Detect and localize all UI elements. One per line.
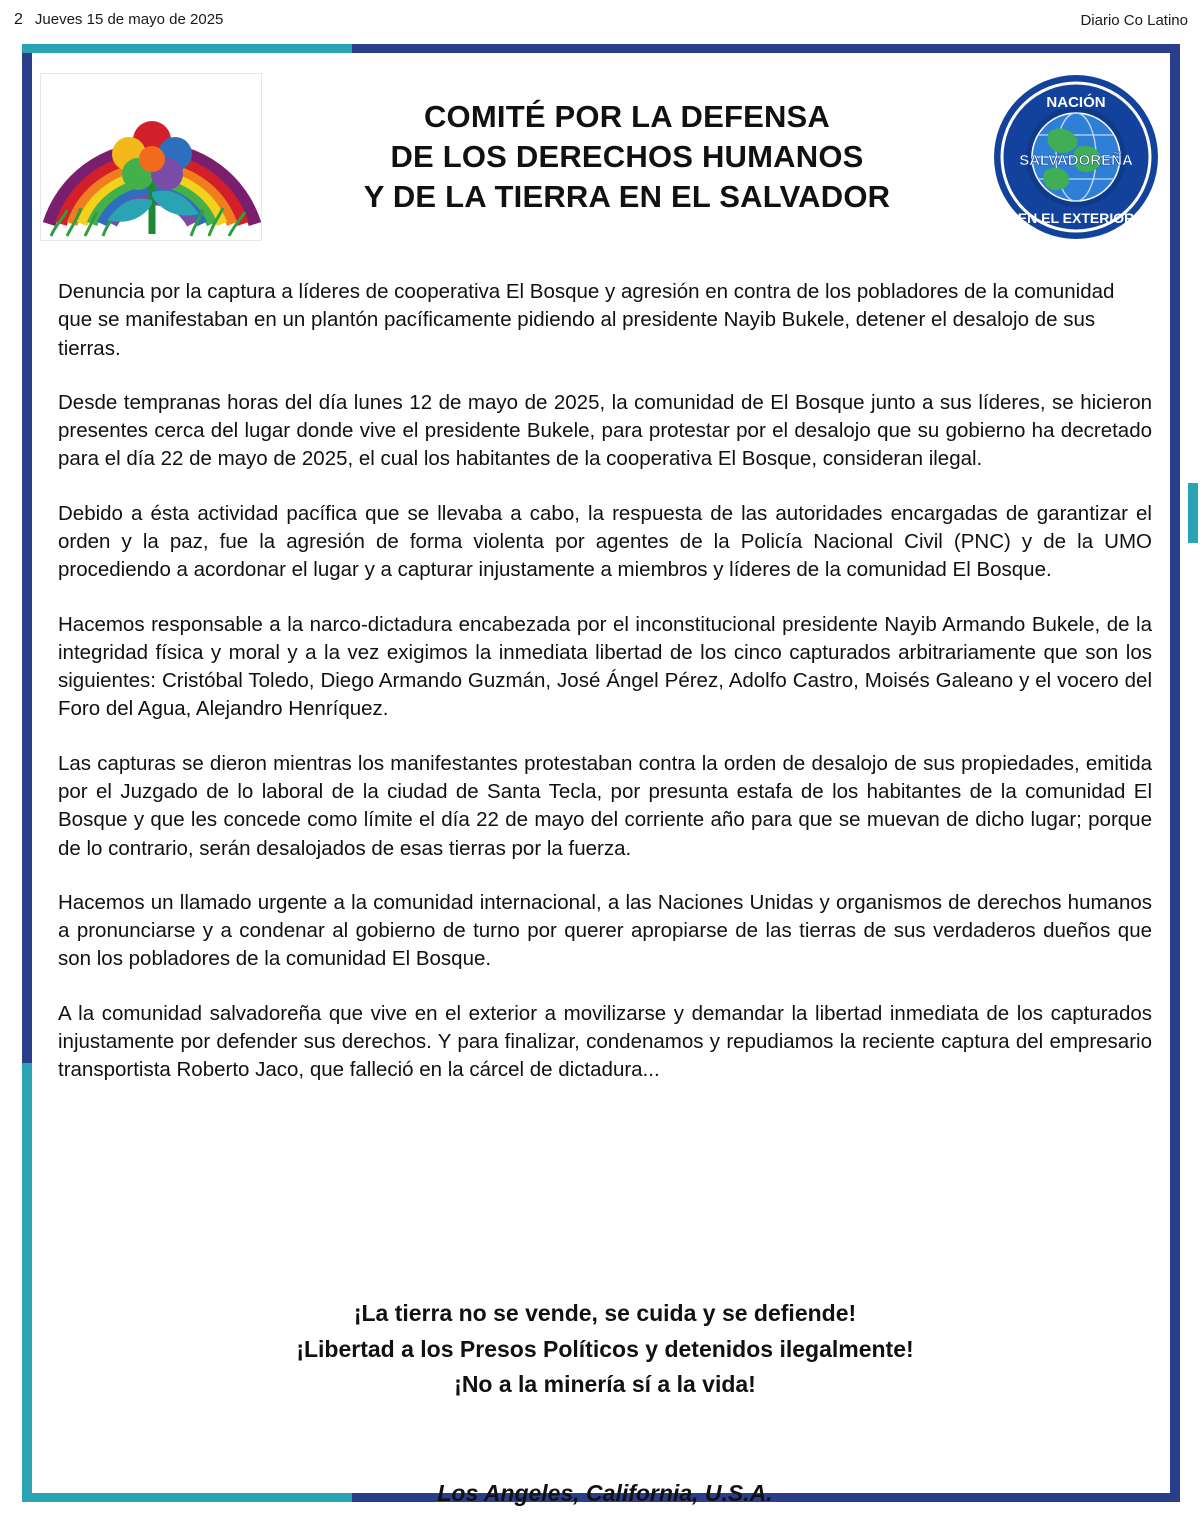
frame-bar-left-navy: [22, 53, 32, 1063]
paragraph: Hacemos responsable a la narco-dictadura encabezada por el inconstitucional presidente Nayib Armando Bukele, de la integridad física y moral y a la vez exigimos la inmediata libertad de los cinco capturados arbitrariamente que son los siguientes: Cristóbal Toledo, Diego Armando Guzmán, José Ángel Pérez, Adolfo Castro, Moisés Galeano y el vocero del Foro del Agua, Alejandro Henríquez.: [58, 612, 1152, 721]
nacion-salvadorena-seal-icon: [992, 73, 1160, 241]
page-number: 2: [14, 11, 23, 28]
slogan-line: ¡Libertad a los Presos Políticos y detenidos ilegalmente!: [296, 1335, 914, 1362]
title-line-1: COMITÉ POR LA DEFENSA: [423, 99, 831, 135]
svg-text:NACIÓN: NACIÓN: [1046, 94, 1106, 111]
running-head-left: [14, 11, 223, 29]
organization-title: [262, 97, 992, 216]
svg-text:SALVADOREÑA: SALVADOREÑA: [1019, 152, 1133, 169]
frame-bar-left-teal: [22, 1063, 32, 1493]
masthead-block: [40, 62, 1160, 252]
paragraph: Denuncia por la captura a líderes de cooperativa El Bosque y agresión en contra de los pobladores de la comunidad que se manifestaban en un plantón pacíficamente pidiendo al presidente Nayib Bukele, detener el desalojo de sus tierras.: [58, 280, 1115, 360]
publication-name: Diario Co Latino: [1080, 11, 1188, 29]
frame-bar-right-navy-bottom: [1170, 483, 1180, 1493]
issue-date: Jueves 15 de mayo de 2025: [34, 11, 224, 28]
flower-rainbow-drawing-icon: [40, 73, 262, 241]
paragraph: Hacemos un llamado urgente a la comunidad internacional, a las Naciones Unidas y organismos de derechos humanos a pronunciarse y a condenar al gobierno de turno por querer apropiarse de las tierras de sus verdaderos dueños que son los pobladores de la comunidad El Bosque.: [58, 890, 1152, 971]
paragraph: Las capturas se dieron mientras los manifestantes protestaban contra la orden de desalojo de sus propiedades, emitida por el Juzgado de lo laboral de la ciudad de Santa Tecla, por presunta estafa de los habitantes de la comunidad El Bosque y que les concede como límite el día 22 de mayo del corriente año para que se muevan de dicho lugar; porque de lo contrario, serán desalojados de esas tierras por la fuerza.: [58, 751, 1152, 860]
svg-text:EN EL EXTERIOR: EN EL EXTERIOR: [1017, 210, 1135, 226]
paragraph: Debido a ésta actividad pacífica que se llevaba a cabo, la respuesta de las autoridades encargadas de garantizar el orden y la paz, fue la agresión de forma violenta por agentes de la Policía Nacional Civil (PNC) y de la UMO procediendo a acordonar el lugar y a capturar injustamente a miembros y líderes de la comunidad El Bosque.: [58, 501, 1152, 582]
article-body: [58, 278, 1152, 1110]
frame-bar-right-navy-top: [1170, 53, 1180, 483]
frame-bar-top-navy: [352, 44, 1180, 53]
page-running-head: [0, 0, 1202, 40]
slogan-block: [58, 1296, 1152, 1403]
frame-bar-top-teal: [22, 44, 352, 53]
slogan-line: ¡No a la minería sí a la vida!: [454, 1371, 756, 1398]
paragraph: Desde tempranas horas del día lunes 12 de mayo de 2025, la comunidad de El Bosque junto a sus líderes, se hicieron presentes cerca del lugar donde vive el presidente Bukele, para protestar por el desalojo que su gobierno ha decretado para el día 22 de mayo de 2025, el cual los habitantes de la cooperativa El Bosque, consideran ilegal.: [58, 390, 1152, 471]
paragraph: A la comunidad salvadoreña que vive en el exterior a movilizarse y demandar la libertad inmediata de los capturados injustamente por defender sus derechos. Y para finalizar, condenamos y repudiamos la reciente captura del empresario transportista Roberto Jaco, que falleció en la cárcel de dictadura...: [58, 1001, 1152, 1082]
slogan-line: ¡La tierra no se vende, se cuida y se defiende!: [353, 1300, 857, 1326]
signoff-location: Los Angeles, California, U.S.A.: [437, 1480, 773, 1506]
frame-bar-right-teal: [1188, 483, 1198, 543]
title-line-2: DE LOS DERECHOS HUMANOS: [390, 139, 864, 175]
title-line-3: Y DE LA TIERRA EN EL SALVADOR: [363, 178, 891, 214]
